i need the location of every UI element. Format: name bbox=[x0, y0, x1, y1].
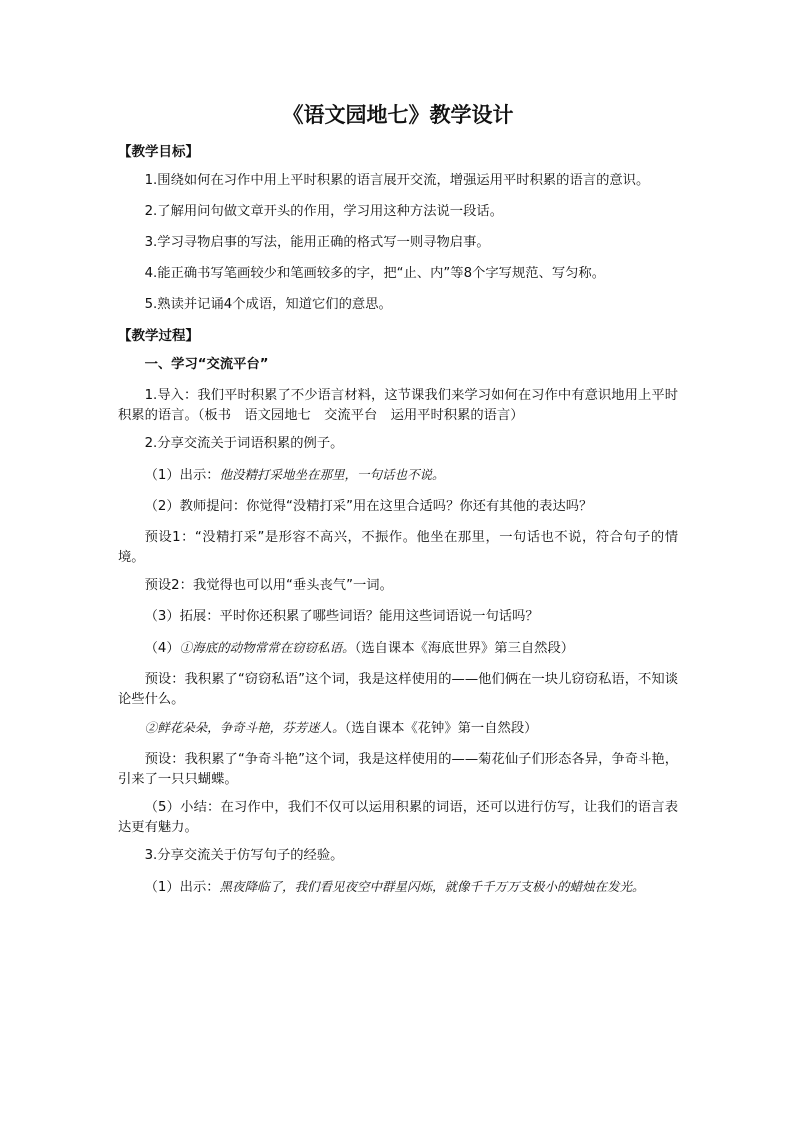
paragraph-example bbox=[118, 465, 678, 486]
paragraph: （3）拓展：平时你还积累了哪些词语？能用这些词语说一句话吗？ bbox=[144, 609, 539, 624]
paragraph-intro: 1.导入：我们平时积累了不少语言材料，这节课我们来学习如何在习作中有意识地用上平时积累的语言。（板书 语文园地七 交流平台 运用平时积累的语言） bbox=[118, 388, 678, 423]
paragraph: （2）教师提问：你觉得“没精打采”用在这里合适吗？你还有其他的表达吗？ bbox=[144, 499, 593, 514]
page-title: 《语文园地七》教学设计 bbox=[282, 103, 514, 127]
goal-item: 4.能正确书写笔画较少和笔画较多的字，把“止、内”等8个字写规范、写匀称。 bbox=[144, 266, 606, 281]
paragraph: 预设1：“没精打采”是形容不高兴，不振作。他坐在那里，一句话也不说，符合句子的情境。 bbox=[118, 530, 678, 565]
paragraph: 3.分享交流关于仿写句子的经验。 bbox=[144, 848, 344, 863]
example-sentence: 黑夜降临了，我们看见夜空中群星闪烁，就像千千万万支极小的蜡烛在发光。 bbox=[219, 879, 645, 894]
example-sentence: 他没精打采地坐在那里，一句话也不说。 bbox=[219, 467, 445, 482]
example-sentence: ②鲜花朵朵，争奇斗艳，芬芳迷人。 bbox=[144, 720, 345, 735]
example-label: （1）出示： bbox=[144, 880, 220, 895]
paragraph-example bbox=[118, 638, 678, 659]
example-label: （4） bbox=[144, 641, 180, 656]
document-body bbox=[118, 100, 678, 909]
example-sentence: ①海底的动物常常在窃窃私语。 bbox=[179, 640, 355, 655]
paragraph-example bbox=[118, 718, 678, 739]
example-label: （1）出示： bbox=[144, 468, 220, 483]
goal-item: 1.围绕如何在习作中用上平时积累的语言展开交流，增强运用平时积累的语言的意识。 bbox=[144, 173, 650, 188]
example-source: （选自课本《花钟》第一自然段） bbox=[344, 721, 538, 736]
example-source: （选自课本《海底世界》第三自然段） bbox=[354, 641, 575, 656]
goals-heading: 【教学目标】 bbox=[118, 144, 199, 160]
paragraph: 预设2：我觉得也可以用“垂头丧气”一词。 bbox=[144, 578, 393, 593]
paragraph: 预设：我积累了“窃窃私语”这个词，我是这样使用的——他们俩在一块儿窃窃私语，不知谈论些什么。 bbox=[118, 672, 678, 707]
paragraph: 预设：我积累了“争奇斗艳”这个词，我是这样使用的——菊花仙子们形态各异，争奇斗艳，引来了一只只蝴蝶。 bbox=[118, 752, 678, 787]
process-heading: 【教学过程】 bbox=[118, 328, 199, 344]
paragraph: 2.分享交流关于词语积累的例子。 bbox=[144, 436, 344, 451]
goal-item: 3.学习寻物启事的写法，能用正确的格式写一则寻物启事。 bbox=[144, 235, 490, 250]
goal-item: 2.了解用问句做文章开头的作用，学习用这种方法说一段话。 bbox=[144, 204, 503, 219]
paragraph: （5）小结：在习作中，我们不仅可以运用积累的词语，还可以进行仿写，让我们的语言表达更有魅力。 bbox=[118, 800, 678, 835]
goal-item: 5.熟读并记诵4个成语，知道它们的意思。 bbox=[144, 297, 392, 312]
paragraph-example bbox=[118, 877, 678, 898]
part-heading: 一、学习“交流平台” bbox=[144, 357, 269, 372]
